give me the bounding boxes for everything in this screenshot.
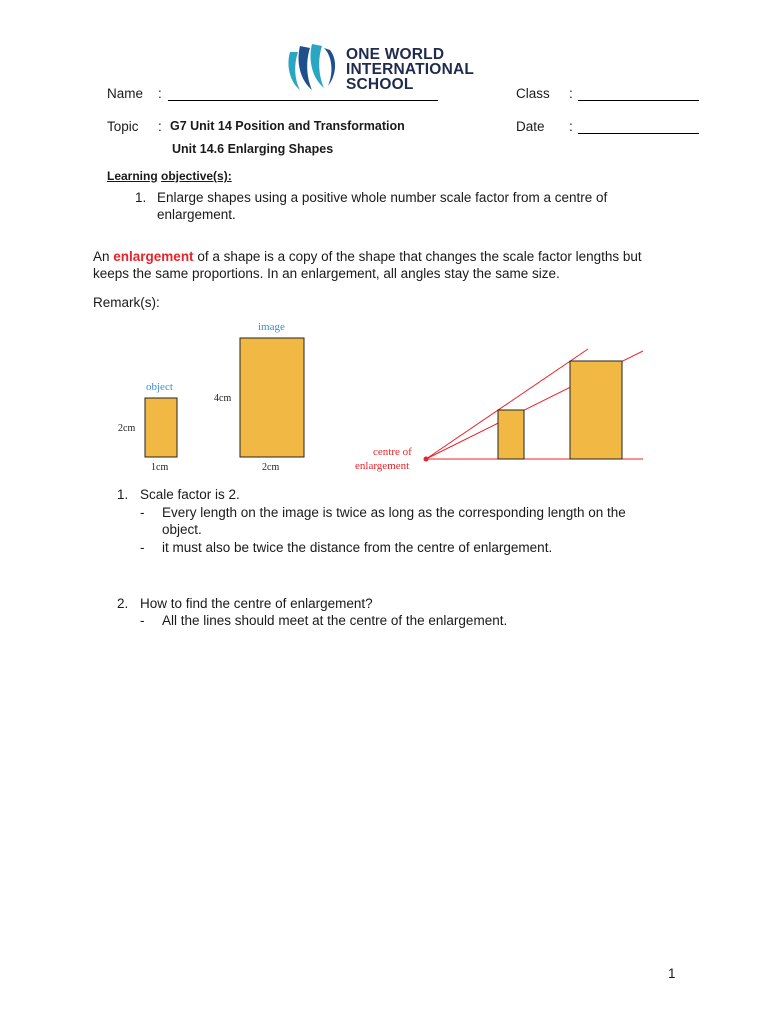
note-2-text: How to find the centre of enlargement? [140, 596, 373, 611]
note-2-bullet-1-dash: - [140, 613, 145, 628]
logo-line-1: ONE WORLD [346, 46, 445, 63]
date-colon: : [569, 119, 573, 134]
logo-line-2: INTERNATIONAL [346, 61, 475, 78]
date-label: Date [516, 119, 545, 134]
centre-point [424, 457, 429, 462]
centre-label-line-2: enlargement [355, 460, 410, 472]
class-label: Class [516, 86, 550, 101]
name-field[interactable] [168, 99, 438, 101]
name-label: Name [107, 86, 144, 101]
class-field[interactable] [578, 99, 699, 101]
class-colon: : [569, 86, 573, 101]
definition-lead: An [93, 249, 110, 264]
topic-label: Topic [107, 119, 139, 134]
small-rectangle [498, 410, 524, 459]
page-number: 1 [668, 966, 676, 981]
definition-rest: of a shape is a copy of the shape that changes the scale factor lengths but [197, 249, 642, 264]
logo-emblem-icon [284, 42, 344, 94]
logo-line-3: SCHOOL [346, 76, 414, 93]
objectives-heading-rest: objective(s): [161, 169, 232, 183]
note-1-bullet-1-dash: - [140, 505, 145, 520]
objective-line-1: Enlarge shapes using a positive whole number scale factor from a centre of [157, 190, 608, 205]
object-width-label: 1cm [151, 462, 169, 473]
topic-value: G7 Unit 14 Position and Transformation [170, 119, 405, 133]
subtopic-title: Unit 14.6 Enlarging Shapes [172, 142, 334, 156]
image-height-label: 4cm [214, 393, 232, 404]
large-rectangle [570, 361, 622, 459]
object-label: object [146, 381, 173, 393]
objective-number: 1. [135, 190, 147, 205]
enlargement-figure [110, 316, 670, 476]
name-colon: : [158, 86, 162, 101]
image-width-label: 2cm [262, 462, 280, 473]
note-1-text: Scale factor is 2. [140, 487, 240, 502]
objectives-heading [107, 168, 232, 185]
remarks-label: Remark(s): [93, 295, 160, 310]
note-1-number: 1. [117, 487, 129, 502]
definition-line-2: keeps the same proportions. In an enlargement, all angles stay the same size. [93, 266, 560, 281]
definition-line-1 [93, 248, 642, 265]
school-logo [284, 42, 484, 94]
topic-colon: : [158, 119, 162, 134]
object-rectangle [145, 398, 177, 457]
note-2-bullet-1-line-1: All the lines should meet at the centre of the enlargement. [162, 613, 508, 628]
object-height-label: 2cm [118, 423, 136, 434]
objective-line-2: enlargement. [157, 207, 236, 222]
centre-label-line-1: centre of [373, 446, 412, 458]
note-2-number: 2. [117, 596, 129, 611]
note-1-bullet-2-line-1: it must also be twice the distance from the centre of enlargement. [162, 540, 553, 555]
image-label: image [258, 321, 285, 333]
date-field[interactable] [578, 132, 699, 134]
note-1-bullet-1-line-2: object. [162, 522, 202, 537]
note-1-bullet-1-line-1: Every length on the image is twice as long as the corresponding length on the [162, 505, 626, 520]
image-rectangle [240, 338, 304, 457]
note-1-bullet-2-dash: - [140, 540, 145, 555]
definition-keyword: enlargement [113, 249, 194, 264]
objectives-heading-word: Learning [107, 169, 158, 183]
